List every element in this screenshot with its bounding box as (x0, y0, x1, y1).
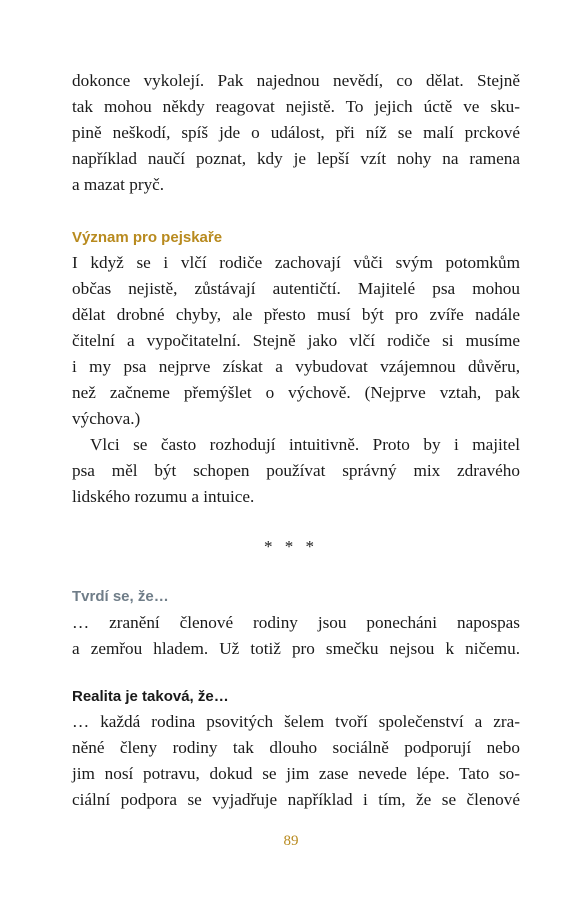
text-line: výchova.) (72, 409, 141, 428)
text-line: pině neškodí, spíš jde o událost, při níž se malí prckové (72, 123, 520, 142)
text-line: čitelní a vypočitatelní. Stejně jako vlčí rodiče si musíme (72, 331, 520, 350)
section-heading-meaning: Význam pro pejskaře (72, 229, 223, 246)
text-line: něné členy rodiny tak dlouho sociálně podporují nebo (72, 738, 520, 757)
text-line: … každá rodina psovitých šelem tvoří společenství a zra- (72, 712, 520, 731)
text-line: ciální podpora se vyjadřuje například i tím, že se členové (72, 790, 520, 809)
text-line: I když se i vlčí rodiče zachovají vůči svým potomkům (72, 253, 520, 272)
text-line: jim nosí potravu, dokud se jim zase nevede lépe. Tato so- (72, 764, 520, 783)
paragraph-claim (72, 610, 520, 662)
text-line: například naučí poznat, kdy je lepší vzít nohy na ramena (72, 149, 520, 168)
section-heading-claim: Tvrdí se, že… (72, 588, 169, 605)
text-line: než začneme přemýšlet o výchově. (Nejprve vztah, pak (72, 383, 520, 402)
text-line: a zemřou hladem. Už totiž pro smečku nejsou k ničemu. (72, 639, 520, 658)
text-line: tak mohou někdy reagovat nejistě. To jejich úctě ve sku- (72, 97, 520, 116)
paragraph-intro (72, 68, 520, 198)
text-line: … zranění členové rodiny jsou ponecháni napospas (72, 613, 520, 632)
paragraph-reality (72, 709, 520, 813)
paragraph-intuition (72, 432, 520, 510)
text-line: a mazat pryč. (72, 175, 165, 194)
page-number: 89 (283, 833, 299, 849)
section-heading-reality: Realita je taková, že… (72, 688, 229, 705)
text-line: i my psa nejprve získat a vybudovat vzájemnou důvěru, (72, 357, 520, 376)
paragraph-meaning (72, 250, 520, 432)
section-separator: * * * (264, 537, 318, 556)
text-line: lidského rozumu a intuice. (72, 487, 255, 506)
text-line: Vlci se často rozhodují intuitivně. Proto by i majitel (90, 435, 520, 454)
text-line: občas nejistě, zůstávají autentičtí. Majitelé psa mohou (72, 279, 520, 298)
text-line: dokonce vykolejí. Pak najednou nevědí, co dělat. Stejně (72, 71, 520, 90)
text-line: psa měl být schopen používat správný mix zdravého (72, 461, 520, 480)
text-line: dělat drobné chyby, ale přesto musí být pro zvíře nadále (72, 305, 520, 324)
